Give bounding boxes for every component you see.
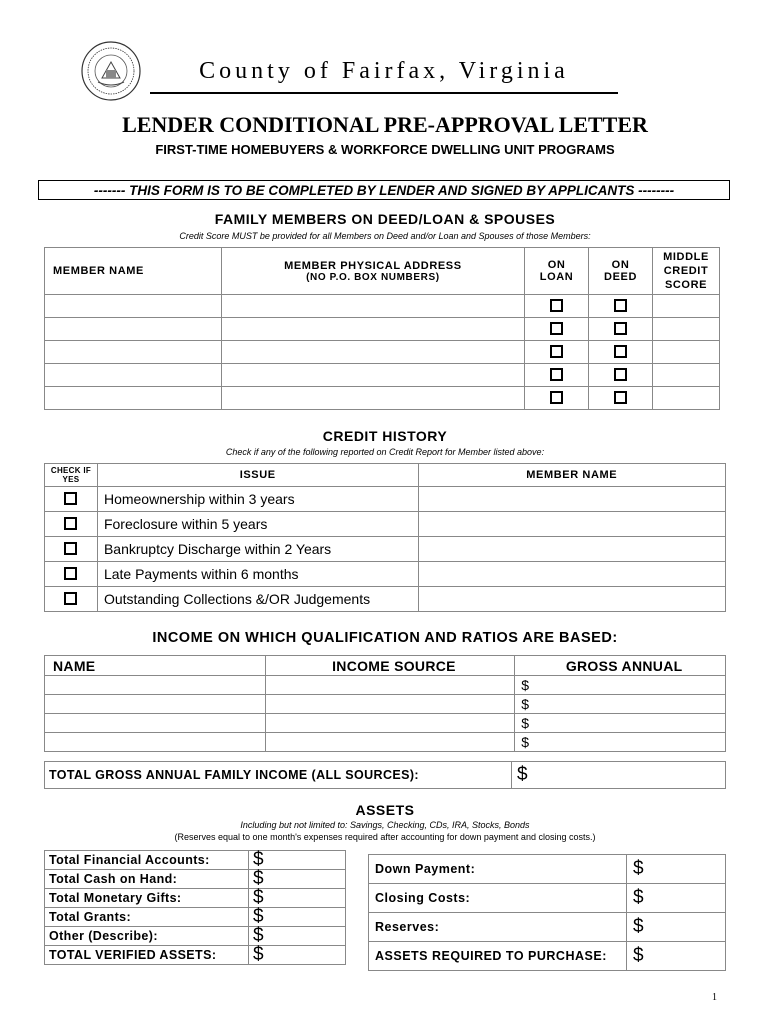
income-source-field[interactable]	[265, 714, 515, 733]
on-loan-checkbox[interactable]	[550, 345, 563, 358]
on-loan-checkbox[interactable]	[550, 299, 563, 312]
asset-amount-field[interactable]: $	[249, 946, 346, 965]
asset-label: Total Financial Accounts:	[45, 851, 249, 870]
issue-label: Foreclosure within 5 years	[97, 512, 418, 537]
county-seal-icon	[80, 40, 142, 102]
member-name-field[interactable]	[45, 387, 222, 410]
credit-score-field[interactable]	[653, 341, 720, 364]
table-row	[369, 942, 726, 971]
asset-label: Total Cash on Hand:	[45, 870, 249, 889]
issue-checkbox[interactable]	[64, 592, 77, 605]
on-loan-checkbox[interactable]	[550, 368, 563, 381]
income-name-field[interactable]	[45, 676, 266, 695]
assets-note-2: (Reserves equal to one month's expenses required after accounting for down payment and closing costs.)	[174, 832, 596, 842]
family-heading: FAMILY MEMBERS ON DEED/LOAN & SPOUSES	[214, 211, 556, 227]
col-gross-annual: GROSS ANNUAL	[515, 656, 726, 676]
issue-member-field[interactable]	[418, 537, 725, 562]
income-name-field[interactable]	[45, 733, 266, 752]
income-source-field[interactable]	[265, 695, 515, 714]
on-deed-checkbox[interactable]	[614, 322, 627, 335]
assets-heading: ASSETS	[355, 802, 415, 818]
required-amount-field[interactable]: $	[627, 884, 726, 913]
income-name-field[interactable]	[45, 695, 266, 714]
issue-member-field[interactable]	[418, 512, 725, 537]
col-on-loan: ON LOAN	[525, 248, 589, 295]
col-income-source: INCOME SOURCE	[265, 656, 515, 676]
member-address-field[interactable]	[221, 387, 524, 410]
issue-checkbox[interactable]	[64, 517, 77, 530]
issue-member-field[interactable]	[418, 587, 725, 612]
required-amount-field[interactable]: $	[627, 942, 726, 971]
income-source-field[interactable]	[265, 733, 515, 752]
verified-assets-table	[44, 850, 346, 965]
gross-annual-field[interactable]: $	[515, 714, 726, 733]
required-label: Reserves:	[369, 913, 627, 942]
income-source-field[interactable]	[265, 676, 515, 695]
on-deed-checkbox[interactable]	[614, 299, 627, 312]
income-heading: INCOME ON WHICH QUALIFICATION AND RATIOS ARE BASED:	[152, 630, 618, 646]
asset-label: Other (Describe):	[45, 927, 249, 946]
total-income-divider	[511, 762, 512, 788]
col-credit-score: MIDDLE CREDIT SCORE	[653, 248, 720, 295]
total-income-field[interactable]: $	[517, 764, 528, 785]
required-label: Down Payment:	[369, 855, 627, 884]
col-income-name: NAME	[45, 656, 266, 676]
county-underline	[150, 92, 618, 94]
asset-amount-field[interactable]: $	[249, 870, 346, 889]
gross-annual-field[interactable]: $	[515, 676, 726, 695]
col-check-if-yes: CHECK IF YES	[45, 464, 98, 487]
required-label: Closing Costs:	[369, 884, 627, 913]
member-address-field[interactable]	[221, 318, 524, 341]
table-row	[45, 364, 720, 387]
total-income-label: TOTAL GROSS ANNUAL FAMILY INCOME (ALL SOURCES):	[49, 768, 419, 782]
col-member-address-label: MEMBER PHYSICAL ADDRESS	[284, 259, 462, 272]
table-row	[45, 676, 726, 695]
asset-amount-field[interactable]: $	[249, 889, 346, 908]
table-row	[45, 537, 726, 562]
credit-history-table	[44, 463, 726, 612]
member-name-field[interactable]	[45, 295, 222, 318]
required-amount-field[interactable]: $	[627, 855, 726, 884]
table-row	[45, 387, 720, 410]
table-row	[45, 889, 346, 908]
assets-note-1: Including but not limited to: Savings, Checking, CDs, IRA, Stocks, Bonds	[240, 820, 530, 830]
issue-checkbox[interactable]	[64, 567, 77, 580]
asset-amount-field[interactable]: $	[249, 908, 346, 927]
issue-member-field[interactable]	[418, 487, 725, 512]
asset-label: Total Monetary Gifts:	[45, 889, 249, 908]
issue-member-field[interactable]	[418, 562, 725, 587]
table-row	[45, 927, 346, 946]
issue-label: Bankruptcy Discharge within 2 Years	[97, 537, 418, 562]
issue-label: Homeownership within 3 years	[97, 487, 418, 512]
income-name-field[interactable]	[45, 714, 266, 733]
page-number: 1	[712, 992, 717, 1003]
table-row	[45, 341, 720, 364]
credit-heading: CREDIT HISTORY	[322, 428, 448, 444]
on-loan-checkbox[interactable]	[550, 391, 563, 404]
asset-amount-field[interactable]: $	[249, 851, 346, 870]
issue-checkbox[interactable]	[64, 542, 77, 555]
credit-score-field[interactable]	[653, 364, 720, 387]
credit-score-field[interactable]	[653, 295, 720, 318]
page-title: LENDER CONDITIONAL PRE-APPROVAL LETTER	[122, 112, 648, 137]
county-name: County of Fairfax, Virginia	[199, 58, 569, 84]
family-members-table	[44, 247, 720, 410]
family-note: Credit Score MUST be provided for all Members on Deed and/or Loan and Spouses of those Members:	[179, 231, 591, 241]
member-name-field[interactable]	[45, 318, 222, 341]
table-row	[369, 913, 726, 942]
issue-checkbox[interactable]	[64, 492, 77, 505]
table-row	[369, 855, 726, 884]
member-name-field[interactable]	[45, 364, 222, 387]
page-subtitle: FIRST-TIME HOMEBUYERS & WORKFORCE DWELLING UNIT PROGRAMS	[155, 142, 615, 157]
table-row	[45, 695, 726, 714]
table-row	[45, 870, 346, 889]
asset-amount-field[interactable]: $	[249, 927, 346, 946]
on-deed-checkbox[interactable]	[614, 391, 627, 404]
member-address-field[interactable]	[221, 295, 524, 318]
table-row	[45, 908, 346, 927]
credit-score-field[interactable]	[653, 318, 720, 341]
on-deed-checkbox[interactable]	[614, 345, 627, 358]
asset-label: Total Grants:	[45, 908, 249, 927]
issue-label: Outstanding Collections &/OR Judgements	[97, 587, 418, 612]
table-row	[45, 512, 726, 537]
asset-label: TOTAL VERIFIED ASSETS:	[45, 946, 249, 965]
table-row	[45, 562, 726, 587]
completion-notice: ------- THIS FORM IS TO BE COMPLETED BY LENDER AND SIGNED BY APPLICANTS --------	[38, 180, 730, 200]
total-income-row	[44, 761, 726, 789]
income-table	[44, 655, 726, 752]
credit-note: Check if any of the following reported on Credit Report for Member listed above:	[225, 447, 545, 457]
table-row	[45, 733, 726, 752]
assets-required-table	[368, 854, 726, 971]
col-issue: ISSUE	[97, 464, 418, 487]
gross-annual-field[interactable]: $	[515, 733, 726, 752]
table-row	[45, 851, 346, 870]
issue-label: Late Payments within 6 months	[97, 562, 418, 587]
table-row	[45, 587, 726, 612]
table-row	[45, 946, 346, 965]
required-amount-field[interactable]: $	[627, 913, 726, 942]
col-member-name-credit: MEMBER NAME	[418, 464, 725, 487]
table-row	[45, 487, 726, 512]
member-address-field[interactable]	[221, 341, 524, 364]
table-row	[45, 318, 720, 341]
table-row	[45, 295, 720, 318]
member-name-field[interactable]	[45, 341, 222, 364]
table-row	[369, 884, 726, 913]
on-deed-checkbox[interactable]	[614, 368, 627, 381]
col-member-address-sub: (NO P.O. BOX NUMBERS)	[306, 271, 440, 283]
table-row	[45, 714, 726, 733]
required-label: ASSETS REQUIRED TO PURCHASE:	[369, 942, 627, 971]
col-member-address	[221, 248, 524, 295]
gross-annual-field[interactable]: $	[515, 695, 726, 714]
col-member-name: MEMBER NAME	[45, 248, 222, 295]
credit-score-field[interactable]	[653, 387, 720, 410]
on-loan-checkbox[interactable]	[550, 322, 563, 335]
col-on-deed: ON DEED	[589, 248, 653, 295]
member-address-field[interactable]	[221, 364, 524, 387]
